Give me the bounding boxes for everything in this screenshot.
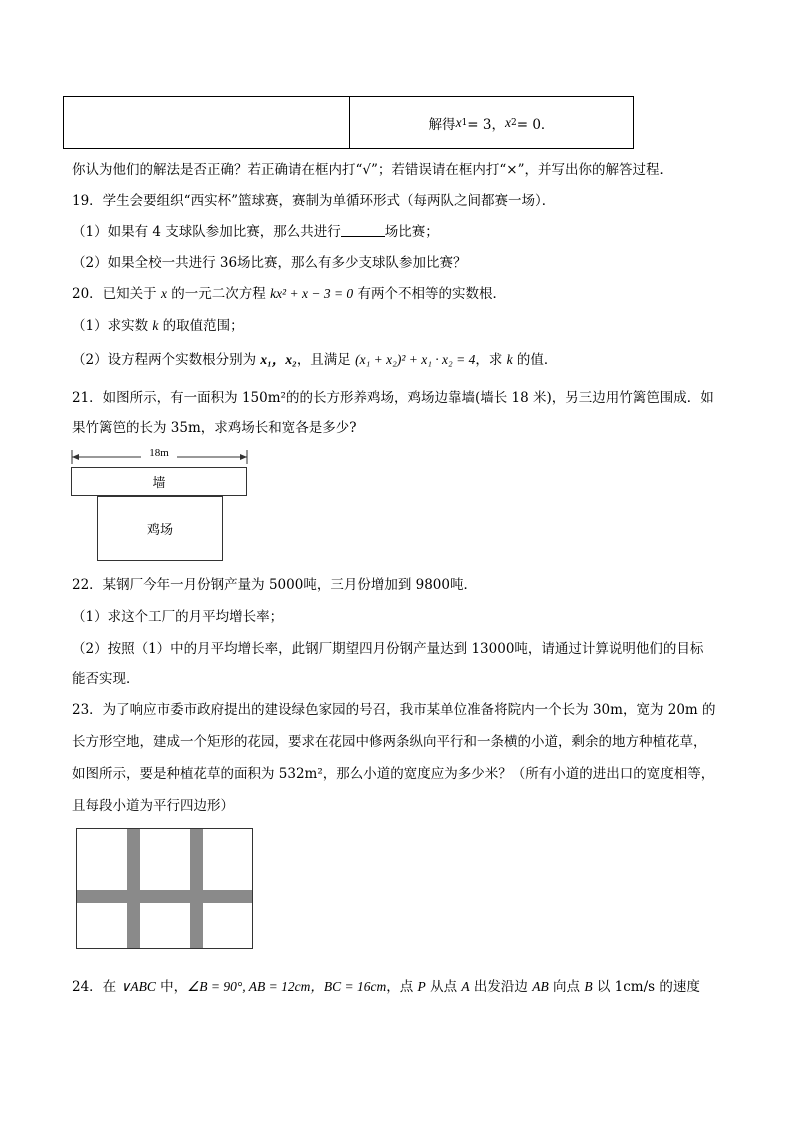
solution-table — [63, 96, 634, 149]
q20-p1-a: （1）求实数 — [72, 318, 153, 334]
q22-stem: 22．某钢厂今年一月份钢产量为 5000吨，三月份增加到 9800吨． — [72, 577, 477, 593]
q19-part2: （2）如果全校一共进行 36场比赛，那么有多少支球队参加比赛？ — [72, 255, 467, 271]
q20-stem-b: 的一元二次方程 — [166, 286, 271, 302]
q19-part1-text-b: 场比赛； — [384, 224, 439, 240]
q20-stem — [72, 282, 506, 302]
q19-part1 — [72, 220, 439, 240]
coop-label: 鸡场 — [97, 496, 223, 561]
q24-e: 出发沿边 — [469, 979, 533, 995]
q24-point-a: A — [461, 979, 470, 994]
x2-var: x — [505, 114, 511, 130]
q23-line2: 长方形空地，建成一个矩形的花园，要求在花园中修两条纵向平行和一条横的小道，剩余的地方种植花草， — [72, 734, 707, 750]
q20-stem-c: 有两个不相等的实数根． — [353, 286, 506, 302]
solution-prefix: 解得 — [428, 116, 456, 133]
q20-stem-a: 20．已知关于 — [72, 286, 161, 302]
x1-value: = 3， — [467, 116, 505, 133]
q20-roots: x₁，x₂ — [260, 352, 297, 367]
x2-sub: 2 — [511, 117, 517, 128]
dimension-label: 18m — [149, 447, 169, 459]
q23-line3: 如图所示，要是种植花草的面积为 532m²，那么小道的宽度应为多少米？（所有小道的进出口的宽度相等， — [72, 766, 715, 782]
q21-line2: 果竹篱笆的长为 35m，求鸡场长和宽各是多少? — [72, 420, 357, 436]
q24-b: 中， — [155, 979, 188, 995]
table-right-cell — [350, 97, 633, 148]
vertical-path-right — [190, 829, 203, 949]
q20-p2-d: 的值． — [512, 352, 558, 368]
q20-equation: kx² + x − 3 = 0 — [270, 286, 354, 301]
q20-p2-b: ，且满足 — [296, 352, 356, 368]
garden-figure — [76, 828, 253, 949]
q24-c: ，点 — [386, 979, 418, 995]
q20-x: x — [160, 286, 167, 301]
table-left-cell — [64, 97, 350, 148]
q20-part2 — [72, 348, 557, 368]
vertical-path-left — [127, 829, 140, 949]
q21-line1: 21．如图所示，有一面积为 150m²的的长方形养鸡场，鸡场边靠墙(墙长 18 米)，另三边用竹篱笆围成．如 — [72, 390, 714, 406]
q22-part2-line2: 能否实现． — [72, 671, 140, 687]
horizontal-path — [77, 890, 253, 903]
q24-f: 向点 — [548, 979, 585, 995]
x1-var: x — [455, 114, 462, 130]
q24-g: 以 1cm/s 的速度 — [592, 979, 700, 995]
q23-line4: 且每段小道为平行四边形） — [72, 798, 234, 814]
q20-p2-k: k — [506, 352, 513, 367]
x1-sub: 1 — [461, 117, 468, 128]
q24-conditions: ∠B = 90°, AB = 12cm，BC = 16cm — [187, 979, 387, 994]
q24-a: 24．在 — [72, 979, 121, 995]
q20-p1-b: 的取值范围； — [158, 318, 244, 334]
judge-instruction: 你认为他们的解法是否正确？若正确请在框内打“√”；若错误请在框内打“×”，并写出你的解答过程． — [72, 162, 674, 178]
chicken-coop-figure — [71, 445, 249, 563]
q20-p2-a: （2）设方程两个实数根分别为 — [72, 352, 261, 368]
q20-part1 — [72, 314, 244, 334]
q24-d: 从点 — [425, 979, 462, 995]
q20-p2-c: ，求 — [475, 352, 507, 368]
q22-part2-line1: （2）按照（1）中的月平均增长率，此钢厂期望四月份钢产量达到 13000吨，请通过计算说明他们的目标 — [72, 641, 704, 657]
q20-condition: (x₁ + x₂)² + x₁ · x₂ = 4 — [355, 352, 476, 367]
q22-part1: （1）求这个工厂的月平均增长率； — [72, 609, 284, 625]
wall-label: 墙 — [71, 467, 247, 496]
q24-line1 — [72, 975, 700, 995]
q20-p1-k: k — [152, 318, 159, 333]
q19-stem: 19．学生会要组织“西实杯”篮球赛，赛制为单循环形式（每两队之间都赛一场）． — [72, 193, 556, 209]
q24-point-p: P — [417, 979, 426, 994]
q24-triangle: ∨ABC — [120, 979, 156, 994]
q23-line1: 23．为了响应市委市政府提出的建设绿色家园的号召，我市某单位准备将院内一个长为 30m，宽为 20m 的 — [72, 702, 716, 718]
q19-answer-blank — [341, 224, 385, 237]
q24-side-ab: AB — [532, 979, 549, 994]
q19-part1-text-a: （1）如果有 4 支球队参加比赛，那么共进行 — [72, 224, 341, 240]
q24-point-b: B — [584, 979, 593, 994]
x2-value: = 0． — [516, 116, 555, 133]
